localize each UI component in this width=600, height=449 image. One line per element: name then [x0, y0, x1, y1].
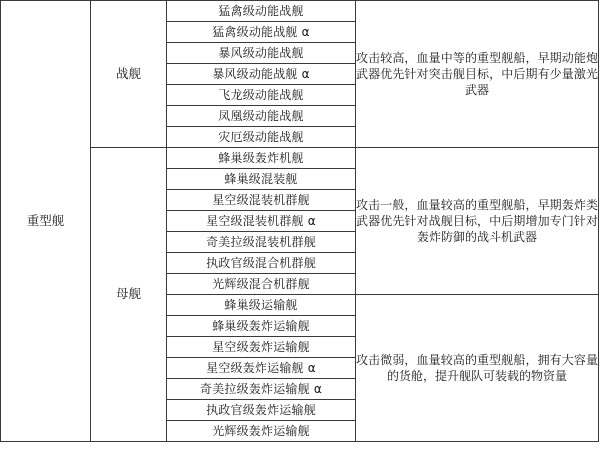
- ship-name-cell: 灾厄级动能战舰: [167, 127, 356, 148]
- ship-name-cell: 蜂巢级轰炸运输舰: [167, 316, 356, 337]
- description-cell-transport: [356, 295, 599, 442]
- ship-name-cell: 光辉级混合机群舰: [167, 274, 356, 295]
- description-cell-warship: [356, 1, 599, 148]
- ship-name-cell: 执政官级混合机群舰: [167, 253, 356, 274]
- subcategory-cell-warship: 战舰: [91, 1, 167, 148]
- ship-name-cell: 奇美拉级轰炸运输舰 α: [167, 379, 356, 400]
- ship-name-cell: 蜂巢级混装舰: [167, 169, 356, 190]
- ship-name-cell: 蜂巢级运输舰: [167, 295, 356, 316]
- table-row: [1, 148, 599, 169]
- subcategory-cell-carrier: 母舰: [91, 148, 167, 442]
- ship-name-cell: 蜂巢级轰炸机舰: [167, 148, 356, 169]
- ship-name-cell: 星空级轰炸运输舰: [167, 337, 356, 358]
- description-text: 攻击微弱，血量较高的重型舰船，拥有大容量的货舱，提升舰队可装载的物资量: [356, 352, 598, 383]
- ship-name-cell: 星空级混装机群舰: [167, 190, 356, 211]
- ship-name-cell: 光辉级轰炸运输舰: [167, 421, 356, 442]
- ship-name-cell: 猛禽级动能战舰: [167, 1, 356, 22]
- ship-name-cell: 凤凰级动能战舰: [167, 106, 356, 127]
- description-text: 攻击较高，血量中等的重型舰船，早期动能炮武器优先针对突击舰目标，中后期有少量激光武器: [356, 50, 598, 98]
- ship-name-cell: 奇美拉级混装机群舰: [167, 232, 356, 253]
- ship-name-cell: 执政官级轰炸运输舰: [167, 400, 356, 421]
- ship-name-cell: 暴风级动能战舰 α: [167, 64, 356, 85]
- ship-name-cell: 星空级混装机群舰 α: [167, 211, 356, 232]
- ship-name-cell: 星空级轰炸运输舰 α: [167, 358, 356, 379]
- category-cell: 重型舰: [1, 1, 91, 442]
- ship-name-cell: 猛禽级动能战舰 α: [167, 22, 356, 43]
- table-row: [1, 1, 599, 22]
- description-cell-carrier: [356, 148, 599, 295]
- ship-name-cell: 暴风级动能战舰: [167, 43, 356, 64]
- ship-name-cell: 飞龙级动能战舰: [167, 85, 356, 106]
- description-text: 攻击一般，血量较高的重型舰船，早期轰炸类武器优先针对战舰目标，中后期增加专门针对轰炸防御的战斗机武器: [356, 197, 598, 245]
